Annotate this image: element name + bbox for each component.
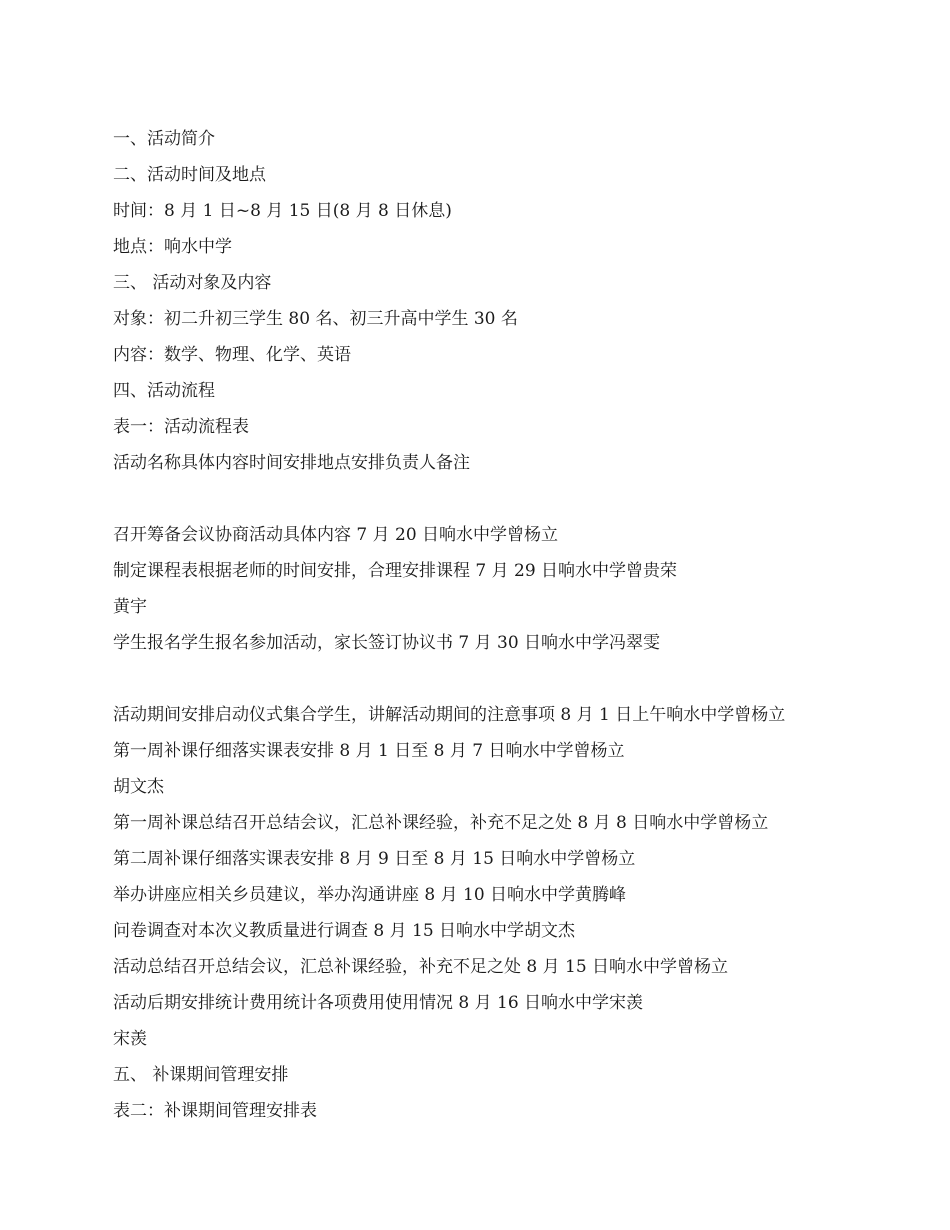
table-row-continuation: 宋羡 [113, 1029, 147, 1049]
document-body [113, 124, 913, 1132]
table-one-title: 表一：活动流程表 [113, 417, 249, 437]
heading-activity-flow: 四、活动流程 [113, 381, 215, 401]
blank-line [113, 664, 913, 700]
content-line: 内容：数学、物理、化学、英语 [113, 345, 351, 365]
table-row-continuation: 黄宇 [113, 597, 147, 617]
blank-line [113, 484, 913, 520]
table-row-continuation: 胡文杰 [113, 777, 164, 797]
table-row: 制定课程表根据老师的时间安排，合理安排课程 7 月 29 日响水中学曾贵荣 [113, 561, 678, 581]
table-one-header: 活动名称具体内容时间安排地点安排负责人备注 [113, 453, 470, 473]
table-two-title: 表二：补课期间管理安排表 [113, 1101, 317, 1121]
heading-time-place: 二、活动时间及地点 [113, 165, 266, 185]
table-row: 活动期间安排启动仪式集合学生，讲解活动期间的注意事项 8 月 1 日上午响水中学曾杨立 [113, 705, 786, 725]
target-line: 对象：初二升初三学生 80 名、初三升高中学生 30 名 [113, 309, 518, 329]
place-line: 地点：响水中学 [113, 237, 232, 257]
table-row: 活动后期安排统计费用统计各项费用使用情况 8 月 16 日响水中学宋羡 [113, 993, 644, 1013]
table-row: 第二周补课仔细落实课表安排 8 月 9 日至 8 月 15 日响水中学曾杨立 [113, 849, 636, 869]
heading-target-content: 三、 活动对象及内容 [113, 273, 272, 293]
table-row: 举办讲座应相关乡员建议，举办沟通讲座 8 月 10 日响水中学黄腾峰 [113, 885, 627, 905]
table-row: 第一周补课总结召开总结会议，汇总补课经验，补充不足之处 8 月 8 日响水中学曾杨立 [113, 813, 769, 833]
table-row: 召开筹备会议协商活动具体内容 7 月 20 日响水中学曾杨立 [113, 525, 559, 545]
heading-activity-intro: 一、活动简介 [113, 129, 215, 149]
table-row: 学生报名学生报名参加活动，家长签订协议书 7 月 30 日响水中学冯翠雯 [113, 633, 661, 653]
table-row: 第一周补课仔细落实课表安排 8 月 1 日至 8 月 7 日响水中学曾杨立 [113, 741, 625, 761]
heading-management: 五、 补课期间管理安排 [113, 1065, 289, 1085]
table-row: 活动总结召开总结会议，汇总补课经验，补充不足之处 8 月 15 日响水中学曾杨立 [113, 957, 729, 977]
table-row: 问卷调查对本次义教质量进行调查 8 月 15 日响水中学胡文杰 [113, 921, 576, 941]
time-line: 时间：8 月 1 日~8 月 15 日(8 月 8 日休息) [113, 201, 452, 221]
